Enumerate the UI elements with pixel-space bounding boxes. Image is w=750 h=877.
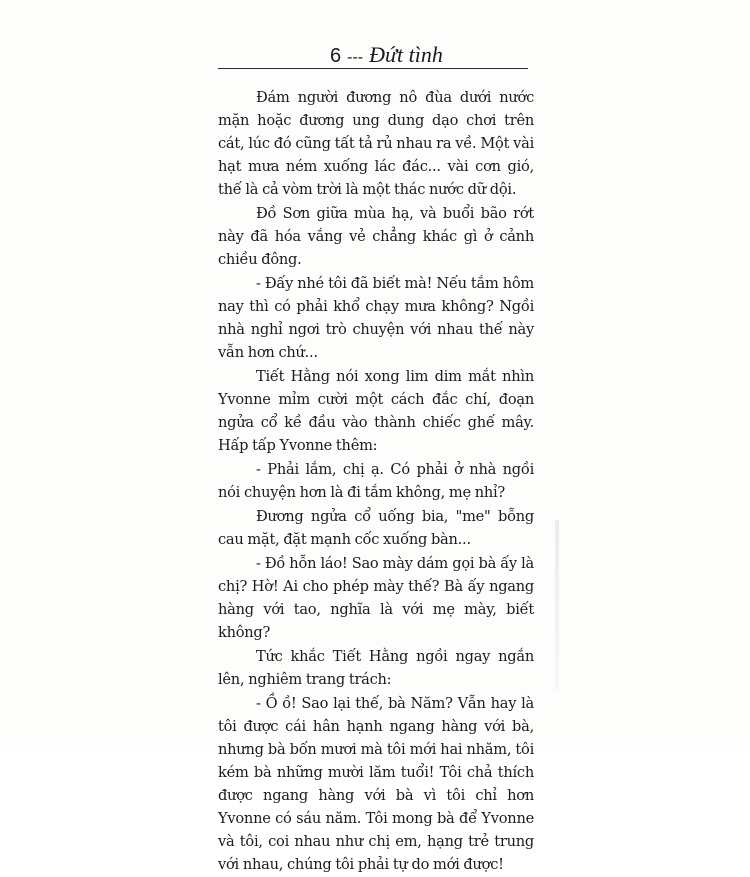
header-rule xyxy=(218,68,528,69)
body-text xyxy=(218,86,534,877)
paragraph: Tức khắc Tiết Hằng ngồi ngay ngắn lên, nghiêm trang trách: xyxy=(218,648,534,688)
page-header xyxy=(330,42,443,68)
show-through-shadow xyxy=(555,520,559,690)
page-number: 6 xyxy=(330,45,342,67)
paragraph: Đương ngửa cổ uống bia, "me" bỗng cau mặt, đặt mạnh cốc xuống bàn... xyxy=(218,508,534,548)
paragraph: - Đồ hỗn láo! Sao mày dám gọi bà ấy là chị? Hờ! Ai cho phép mày thế? Bà ấy ngang hàng với tao, nghĩa là với mẹ mày, biết không? xyxy=(218,555,534,641)
paragraph: - Ồ ồ! Sao lại thế, bà Năm? Vẫn hay là tôi được cái hân hạnh ngang hàng với bà, nhưng bà bốn mươi mà tôi mới hai nhăm, tôi kém bà những mười lăm tuổi! Tôi chả thích được ngang hàng với bà vì tôi chỉ hơn Yvonne có sáu năm. Tôi mong bà để Yvonne và tôi, coi nhau như chị em, hạng trẻ trung với nhau, chúng tôi phải tự do mới được! xyxy=(218,695,534,873)
paragraph: Đồ Sơn giữa mùa hạ, và buổi bão rớt này đã hóa vắng vẻ chẳng khác gì ở cảnh chiều đông. xyxy=(218,205,534,268)
header-separator: --- xyxy=(347,49,364,66)
paragraph: - Phải lắm, chị ạ. Có phải ở nhà ngồi nói chuyện hơn là đi tắm không, mẹ nhỉ? xyxy=(218,461,534,501)
paragraph: Tiết Hằng nói xong lim dim mắt nhìn Yvonne mỉm cười một cách đắc chí, đoạn ngửa cổ kề đầu vào thành chiếc ghế mây. Hấp tấp Yvonne thêm: xyxy=(218,368,534,454)
running-title: Đứt tình xyxy=(369,42,443,67)
paragraph: - Đấy nhé tôi đã biết mà! Nếu tắm hôm nay thì có phải khổ chạy mưa không? Ngồi nhà nghỉ ngơi trò chuyện với nhau thế này vẫn hơn chứ... xyxy=(218,275,534,361)
paragraph: Đám người đương nô đùa dưới nước mặn hoặc đương ung dung dạo chơi trên cát, lúc đó cũng tất tả rủ nhau ra về. Một vài hạt mưa ném xuống lác đác... vài cơn gió, thế là cả vòm trời là một thác nước dữ dội. xyxy=(218,89,534,198)
